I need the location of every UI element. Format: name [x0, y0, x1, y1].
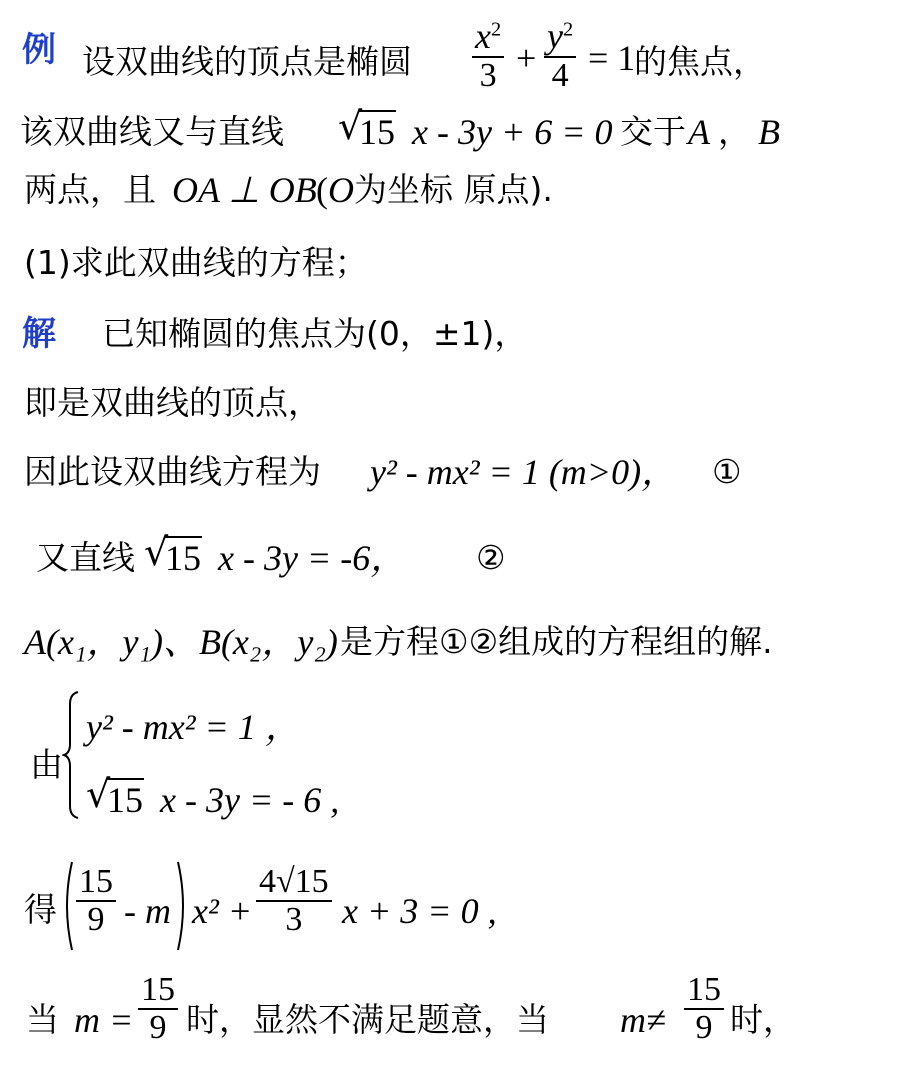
- line-equation: x - 3y + 6 = 0: [412, 112, 613, 152]
- problem-text-1b: 的焦点，: [634, 42, 766, 81]
- problem-text-3b: 为坐标 原点).: [354, 170, 553, 209]
- fraction-4sqrt15-over-3: $\frac{4√15}{3}$: [256, 864, 332, 938]
- solution-text-4: 又直线: [36, 538, 135, 577]
- points-ab: A(x₁，y₁)、B(x₂，y₂): [24, 622, 338, 662]
- line-equation-b: x - 3y = -6，: [218, 538, 407, 578]
- when-text-3: 时，: [730, 1000, 796, 1039]
- origin-o: O: [328, 170, 354, 210]
- solution-text-1: 已知椭圆的焦点为(0，±1)，: [102, 314, 528, 353]
- when-text-1: 当: [26, 1000, 59, 1039]
- sqrt-15: √ 15: [340, 112, 396, 152]
- sqrt-15-c: √ 15: [88, 780, 144, 820]
- result-tail: x + 3 = 0 ,: [342, 891, 497, 931]
- result-prefix: 得: [24, 890, 57, 929]
- right-paren: [176, 860, 190, 952]
- left-paren: [60, 860, 74, 952]
- left-brace: [62, 690, 82, 820]
- example-tag: 例: [22, 30, 56, 70]
- when-text-2: 时，显然不满足题意，当: [186, 1000, 549, 1039]
- problem-text-1: 设双曲线的顶点是椭圆: [82, 42, 412, 81]
- problem-text-2b: 交于: [620, 112, 686, 151]
- plus-sign: +: [516, 38, 537, 78]
- system-prefix: 由: [30, 745, 63, 784]
- solution-tag: 解: [22, 314, 56, 354]
- perpendicular-condition: OA ⊥ OB: [172, 170, 317, 210]
- point-b: B: [758, 112, 780, 152]
- minus-m: - m: [124, 891, 171, 931]
- fraction-15-over-9-c: $\frac{15}{9}$: [684, 972, 724, 1046]
- fraction-y2-over-4: $\frac{y^2}{4}$: [544, 18, 576, 94]
- equals-one: = 1: [588, 38, 636, 78]
- problem-text-2: 该双曲线又与直线: [20, 112, 284, 151]
- hyperbola-equation: y² - mx² = 1 (m>0)，: [370, 452, 678, 492]
- circled-one: ①: [712, 452, 742, 491]
- solution-text-3: 因此设双曲线方程为: [24, 452, 321, 491]
- paren-open: (: [316, 170, 328, 210]
- fraction-15-over-9: $\frac{15}{9}$: [76, 864, 116, 938]
- x-squared-plus: x² +: [192, 891, 253, 931]
- solution-line-2: 即是双曲线的顶点，: [24, 383, 321, 422]
- fraction-x2-over-3: $\frac{x^2}{3}$: [472, 18, 504, 94]
- problem-text-3: 两点，且: [24, 170, 156, 209]
- m-equals: m =: [74, 1000, 134, 1040]
- sqrt-15-b: √ 15: [146, 538, 202, 578]
- question: (1)求此双曲线的方程；: [24, 243, 368, 282]
- comma: ，: [718, 112, 751, 151]
- m-not-equal: m≠: [620, 1000, 666, 1040]
- solution-text-5: 是方程①②组成的方程组的解.: [340, 622, 773, 661]
- circled-two: ②: [476, 538, 506, 577]
- fraction-15-over-9-b: $\frac{15}{9}$: [138, 972, 178, 1046]
- point-a: A: [688, 112, 710, 152]
